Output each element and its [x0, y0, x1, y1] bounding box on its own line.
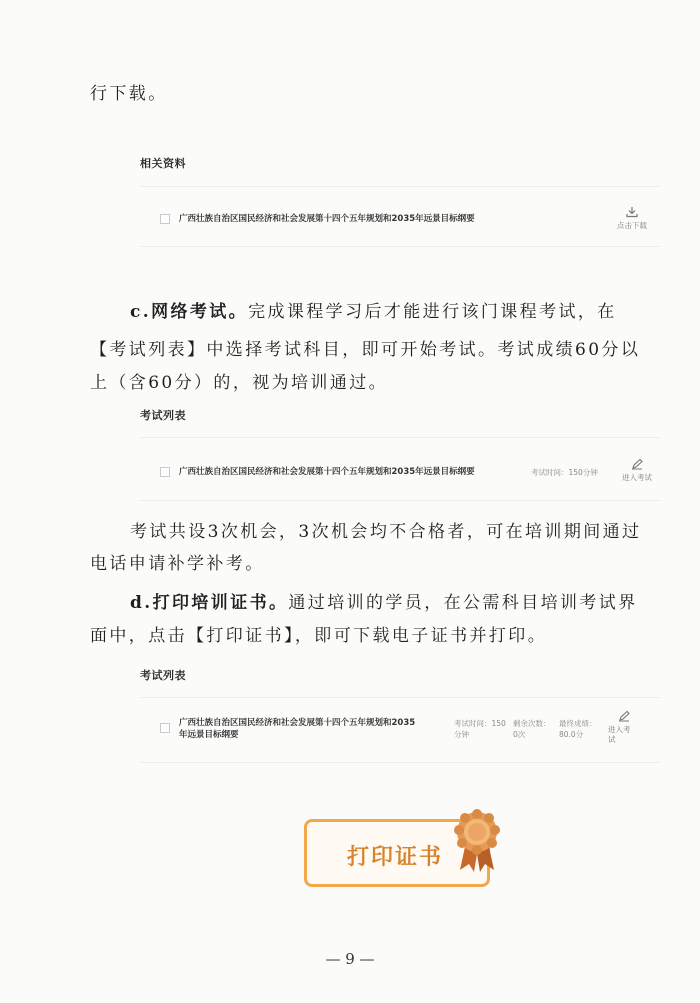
download-button[interactable]: [612, 206, 652, 231]
item-checkbox[interactable]: [160, 467, 170, 477]
item-checkbox[interactable]: [160, 723, 170, 733]
related-item-title[interactable]: 广西壮族自治区国民经济和社会发展第十四个五年规划和2035年远景目标纲要: [179, 214, 475, 224]
para-c-line1-text: 完成课程学习后才能进行该门课程考试，在: [248, 302, 617, 322]
exam-item: [150, 452, 670, 492]
divider: [140, 500, 660, 501]
divider: [140, 762, 660, 763]
final-score-line2: 80.0分: [559, 730, 584, 739]
para-exam-line2: 电话申请补学补考。: [90, 554, 265, 574]
award-ribbon-icon: [452, 808, 502, 874]
para-d-line1: [130, 588, 638, 618]
exam-list-heading: 考试列表: [140, 409, 186, 422]
pencil-icon: [630, 458, 644, 470]
enter-exam-button[interactable]: [612, 458, 662, 483]
para-d-line1-text: 通过培训的学员，在公需科目培训考试界: [288, 593, 638, 613]
page-number: — 9 —: [325, 950, 375, 968]
para-c-line3: 上（含60分）的，视为培训通过。: [90, 373, 389, 393]
enter-exam-button[interactable]: [608, 710, 642, 745]
para-d-heading: d.打印培训证书。: [130, 593, 289, 613]
enter-exam-label: 进入考试: [622, 473, 652, 482]
print-certificate-label: 打印证书: [347, 845, 444, 870]
para-exam-line1: 考试共设3次机会，3次机会均不合格者，可在培训期间通过: [130, 522, 642, 542]
item-checkbox[interactable]: [160, 214, 170, 224]
divider: [140, 246, 660, 247]
download-label: 点击下载: [617, 221, 647, 230]
enter-exam-label-line2: 试: [608, 735, 616, 744]
para-c-line1: [130, 297, 617, 327]
exam-item-title[interactable]: 广西壮族自治区国民经济和社会发展第十四个五年规划和2035年远景目标纲要: [179, 467, 475, 477]
related-heading: 相关资料: [140, 157, 186, 170]
download-icon: [625, 206, 639, 218]
final-score-line1: 最终成绩：: [559, 719, 597, 728]
exam-item-title-line2[interactable]: 年远景目标纲要: [179, 730, 239, 740]
para-d-line2: 面中，点击【打印证书】，即可下载电子证书并打印。: [90, 626, 548, 646]
exam-list-heading: 考试列表: [140, 669, 186, 682]
exam-item-title-line1[interactable]: 广西壮族自治区国民经济和社会发展第十四个五年规划和2035: [179, 718, 416, 728]
pencil-icon: [617, 710, 631, 722]
divider: [140, 186, 660, 187]
divider: [140, 697, 660, 698]
intro-line: 行下载。: [90, 84, 168, 104]
para-c-heading: c.网络考试。: [130, 302, 249, 322]
enter-exam-label-line1: 进入考: [608, 725, 631, 734]
para-c-line2: 【考试列表】中选择考试科目，即可开始考试。考试成绩60分以: [90, 340, 641, 360]
exam-time: 考试时间：150分钟: [531, 468, 598, 477]
divider: [140, 437, 660, 438]
exam-time-line1: 考试时间：150: [454, 719, 506, 728]
remaining-attempts-line2: 0次: [513, 730, 526, 739]
remaining-attempts-line1: 剩余次数：: [513, 719, 551, 728]
exam-item: [150, 708, 670, 752]
exam-time-line2: 分钟: [454, 730, 469, 739]
related-item: [150, 198, 670, 238]
